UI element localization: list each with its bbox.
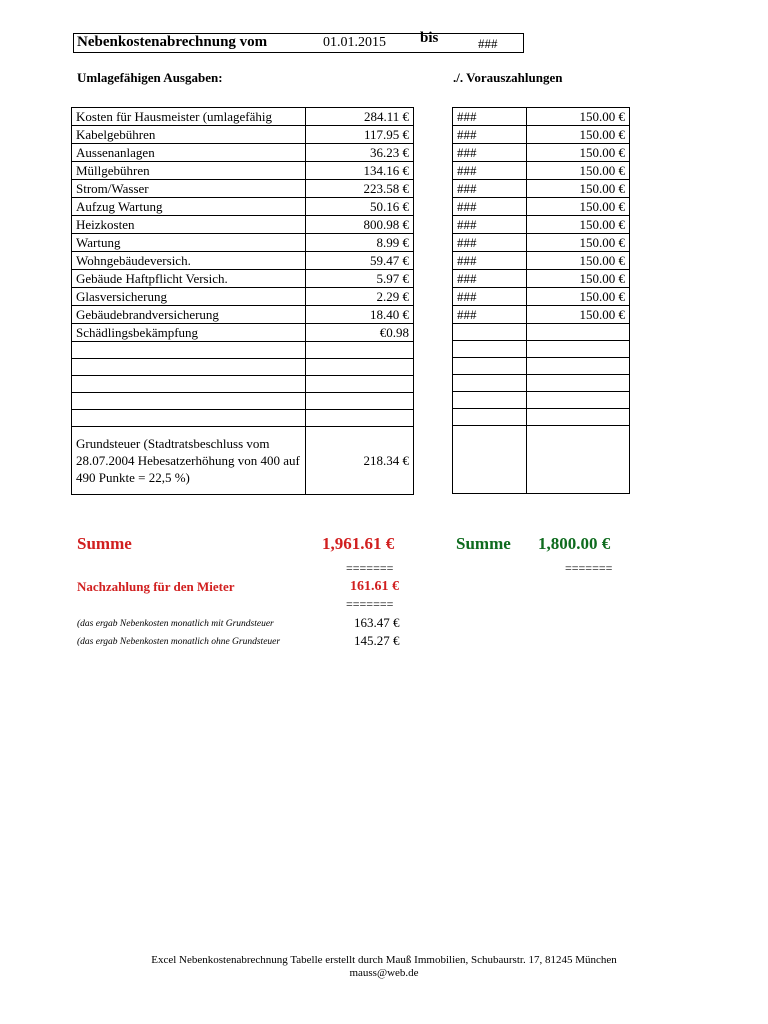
prepay-amount-cell[interactable]	[527, 375, 630, 392]
cost-amount-cell[interactable]: €0.98	[306, 324, 414, 342]
table-row	[453, 162, 630, 180]
prepay-amount-cell[interactable]: 150.00 €	[527, 126, 630, 144]
table-row	[72, 234, 414, 252]
cost-amount-cell[interactable]: 8.99 €	[306, 234, 414, 252]
prepay-month-cell[interactable]	[453, 409, 527, 426]
prepay-month-cell[interactable]: ###	[453, 216, 527, 234]
table-row	[72, 410, 414, 427]
nachzahlung-value: 161.61 €	[350, 579, 399, 594]
footer-address: Excel Nebenkostenabrechnung Tabelle erstellt durch Mauß Immobilien, Schubaurstr. 17, 81245 München	[151, 954, 617, 966]
table-row	[72, 288, 414, 306]
costs-sum-label: Summe	[77, 534, 132, 553]
prepay-amount-cell[interactable]: 150.00 €	[527, 198, 630, 216]
table-row	[453, 409, 630, 426]
table-row	[72, 324, 414, 342]
table-row	[453, 198, 630, 216]
table-row	[72, 126, 414, 144]
prepay-amount-cell[interactable]: 150.00 €	[527, 252, 630, 270]
cost-item-cell[interactable]: Strom/Wasser	[72, 180, 306, 198]
table-row	[453, 108, 630, 126]
cost-amount-cell[interactable]: 223.58 €	[306, 180, 414, 198]
cost-item-cell[interactable]	[72, 410, 306, 427]
cost-amount-cell[interactable]	[306, 342, 414, 359]
table-row	[72, 306, 414, 324]
prepay-month-cell[interactable]: ###	[453, 252, 527, 270]
table-row	[453, 306, 630, 324]
cost-amount-cell[interactable]	[306, 410, 414, 427]
prepay-amount-cell[interactable]: 150.00 €	[527, 306, 630, 324]
cost-item-cell[interactable]	[72, 359, 306, 376]
cost-item-cell[interactable]: Wohngebäudeversich.	[72, 252, 306, 270]
prepay-month-cell[interactable]: ###	[453, 198, 527, 216]
table-row	[453, 216, 630, 234]
table-row	[72, 342, 414, 359]
prepay-month-cell[interactable]: ###	[453, 108, 527, 126]
prepay-amount-cell[interactable]: 150.00 €	[527, 108, 630, 126]
prepay-heading: ./. Vorauszahlungen	[453, 70, 563, 85]
cost-amount-cell[interactable]: 59.47 €	[306, 252, 414, 270]
prepay-amount-cell[interactable]	[527, 341, 630, 358]
prepay-amount-cell[interactable]: 150.00 €	[527, 162, 630, 180]
cost-amount-cell[interactable]	[306, 393, 414, 410]
table-row	[453, 270, 630, 288]
cost-amount-cell[interactable]	[306, 376, 414, 393]
prepay-month-cell[interactable]: ###	[453, 126, 527, 144]
prepay-month-cell[interactable]	[453, 341, 527, 358]
cost-amount-cell[interactable]: 50.16 €	[306, 198, 414, 216]
cost-item-cell[interactable]: Aufzug Wartung	[72, 198, 306, 216]
table-row	[453, 392, 630, 409]
table-row	[72, 198, 414, 216]
prepay-amount-cell[interactable]: 150.00 €	[527, 270, 630, 288]
cost-amount-cell[interactable]: 218.34 €	[306, 427, 414, 495]
table-row	[72, 393, 414, 410]
table-row	[72, 108, 414, 126]
prepay-month-cell[interactable]	[453, 426, 527, 494]
cost-amount-cell[interactable]: 134.16 €	[306, 162, 414, 180]
cost-amount-cell[interactable]: 36.23 €	[306, 144, 414, 162]
prepay-month-cell[interactable]	[453, 375, 527, 392]
prepay-month-cell[interactable]: ###	[453, 306, 527, 324]
prepay-amount-cell[interactable]: 150.00 €	[527, 216, 630, 234]
cost-item-cell[interactable]	[72, 376, 306, 393]
prepay-amount-cell[interactable]	[527, 324, 630, 341]
prepay-month-cell[interactable]	[453, 324, 527, 341]
table-row	[72, 180, 414, 198]
cost-item-cell[interactable]: Aussenanlagen	[72, 144, 306, 162]
date-from[interactable]: 01.01.2015	[323, 35, 386, 50]
cost-item-cell[interactable]: Kabelgebühren	[72, 126, 306, 144]
nachzahlung-label: Nachzahlung für den Mieter	[77, 579, 235, 594]
cost-item-cell[interactable]	[72, 342, 306, 359]
table-row	[453, 180, 630, 198]
document-title: Nebenkostenabrechnung vom	[77, 34, 268, 50]
prepay-amount-cell[interactable]: 150.00 €	[527, 180, 630, 198]
cost-amount-cell[interactable]: 18.40 €	[306, 306, 414, 324]
table-row	[453, 252, 630, 270]
prepay-month-cell[interactable]: ###	[453, 270, 527, 288]
prepay-sum-label: Summe	[456, 534, 511, 553]
monthly-without-tax-note: (das ergab Nebenkosten monatlich ohne Grundsteuer	[77, 637, 281, 647]
table-row	[453, 126, 630, 144]
cost-item-cell[interactable]: Müllgebühren	[72, 162, 306, 180]
cost-item-cell[interactable]: Wartung	[72, 234, 306, 252]
table-row	[453, 288, 630, 306]
monthly-with-tax-note: (das ergab Nebenkosten monatlich mit Grundsteuer	[77, 619, 274, 629]
cost-item-cell[interactable]: Gebäude Haftpflicht Versich.	[72, 270, 306, 288]
double-underline: =======	[565, 561, 613, 575]
table-row	[453, 358, 630, 375]
table-row	[453, 341, 630, 358]
cost-item-cell[interactable]: Glasversicherung	[72, 288, 306, 306]
table-row	[72, 427, 414, 495]
cost-item-cell[interactable]: Kosten für Hausmeister (umlagefähig	[72, 108, 306, 126]
table-row	[72, 252, 414, 270]
prepay-month-cell[interactable]	[453, 392, 527, 409]
prepay-month-cell[interactable]	[453, 358, 527, 375]
table-row	[72, 144, 414, 162]
table-row	[72, 216, 414, 234]
prepay-month-cell[interactable]: ###	[453, 234, 527, 252]
prepay-amount-cell[interactable]: 150.00 €	[527, 144, 630, 162]
cost-item-cell[interactable]: Schädlingsbekämpfung	[72, 324, 306, 342]
footer-email: mauss@web.de	[349, 967, 419, 979]
table-row	[453, 234, 630, 252]
prepay-sum-value: 1,800.00 €	[538, 534, 611, 553]
costs-sum-value: 1,961.61 €	[322, 534, 395, 553]
prepay-amount-cell[interactable]	[527, 358, 630, 375]
cost-amount-cell[interactable]: 800.98 €	[306, 216, 414, 234]
double-underline: =======	[346, 597, 394, 611]
costs-table	[71, 107, 414, 495]
table-row	[72, 162, 414, 180]
prepay-amount-cell[interactable]: 150.00 €	[527, 234, 630, 252]
prepay-amount-cell[interactable]	[527, 409, 630, 426]
monthly-without-tax-value: 145.27 €	[354, 633, 400, 648]
cost-amount-cell[interactable]: 2.29 €	[306, 288, 414, 306]
table-row	[453, 324, 630, 341]
date-to[interactable]: ###	[478, 36, 498, 51]
cost-amount-cell[interactable]: 284.11 €	[306, 108, 414, 126]
table-row	[72, 270, 414, 288]
prepay-amount-cell[interactable]: 150.00 €	[527, 288, 630, 306]
prepay-amount-cell[interactable]	[527, 392, 630, 409]
prepay-month-cell[interactable]: ###	[453, 162, 527, 180]
cost-item-cell[interactable]	[72, 393, 306, 410]
prepay-month-cell[interactable]: ###	[453, 288, 527, 306]
cost-amount-cell[interactable]	[306, 359, 414, 376]
prepay-month-cell[interactable]: ###	[453, 144, 527, 162]
prepay-month-cell[interactable]: ###	[453, 180, 527, 198]
monthly-with-tax-value: 163.47 €	[354, 615, 400, 630]
table-row	[72, 376, 414, 393]
prepay-amount-cell[interactable]	[527, 426, 630, 494]
table-row	[453, 144, 630, 162]
cost-item-cell[interactable]: Heizkosten	[72, 216, 306, 234]
prepayments-table	[452, 107, 630, 494]
table-row	[72, 359, 414, 376]
table-row	[453, 426, 630, 494]
bis-label: bis	[420, 30, 439, 46]
table-row	[453, 375, 630, 392]
cost-amount-cell[interactable]: 5.97 €	[306, 270, 414, 288]
costs-heading: Umlagefähigen Ausgaben:	[77, 70, 223, 85]
cost-amount-cell[interactable]: 117.95 €	[306, 126, 414, 144]
double-underline: =======	[346, 561, 394, 575]
cost-item-cell[interactable]: Grundsteuer (Stadtratsbeschluss vom 28.07.2004 Hebesatzerhöhung von 400 auf 490 Punkte = 22,5 %)	[72, 427, 306, 495]
cost-item-cell[interactable]: Gebäudebrandversicherung	[72, 306, 306, 324]
